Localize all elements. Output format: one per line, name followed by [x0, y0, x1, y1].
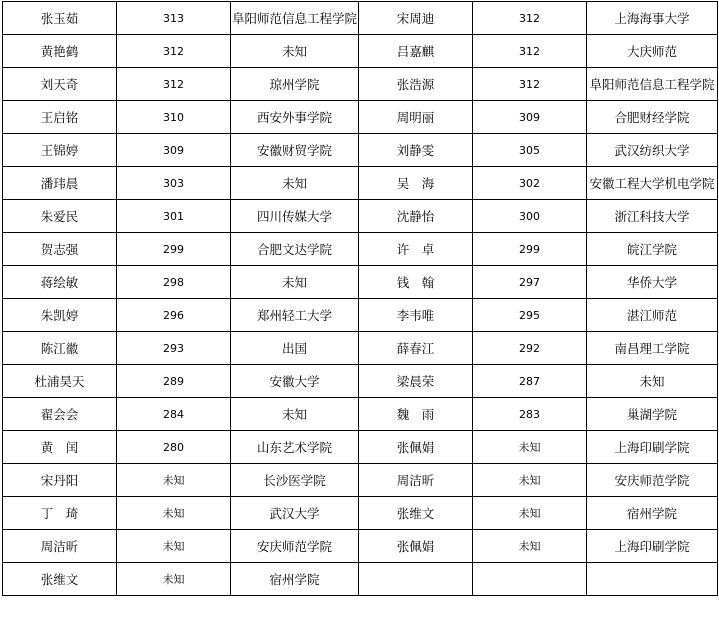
- student-score-cell: 305: [473, 134, 587, 167]
- student-name-cell: 张玉茹: [3, 2, 117, 35]
- student-score-cell: 301: [117, 200, 231, 233]
- student-school-cell: 宿州学院: [231, 563, 359, 596]
- student-school-cell: 武汉纺织大学: [587, 134, 718, 167]
- student-score-cell: 298: [117, 266, 231, 299]
- student-name-cell: 蒋绘敏: [3, 266, 117, 299]
- table-row: [3, 266, 718, 299]
- student-score-cell: 未知: [117, 530, 231, 563]
- student-score-cell: 未知: [473, 464, 587, 497]
- scores-table-body: [3, 2, 718, 596]
- student-name-cell: 张维文: [3, 563, 117, 596]
- student-name-cell: 梁晨荣: [359, 365, 473, 398]
- student-name-cell: 王启铭: [3, 101, 117, 134]
- table-row: [3, 2, 718, 35]
- student-score-cell: 287: [473, 365, 587, 398]
- table-row: [3, 497, 718, 530]
- student-name-cell: 朱凯婷: [3, 299, 117, 332]
- student-school-cell: 武汉大学: [231, 497, 359, 530]
- student-score-cell: 296: [117, 299, 231, 332]
- student-school-cell: 宿州学院: [587, 497, 718, 530]
- student-score-cell: 312: [473, 35, 587, 68]
- student-score-cell: 303: [117, 167, 231, 200]
- student-school-cell: 出国: [231, 332, 359, 365]
- student-name-cell: 宋丹阳: [3, 464, 117, 497]
- student-score-cell: 289: [117, 365, 231, 398]
- student-score-cell: 未知: [117, 497, 231, 530]
- student-name-cell: 黄艳鹤: [3, 35, 117, 68]
- student-score-cell: 299: [473, 233, 587, 266]
- student-school-cell: 安徽工程大学机电学院: [587, 167, 718, 200]
- student-school-cell: 安徽财贸学院: [231, 134, 359, 167]
- table-row: [3, 563, 718, 596]
- student-name-cell: 周洁昕: [3, 530, 117, 563]
- student-score-cell: 309: [117, 134, 231, 167]
- student-name-cell: 朱爱民: [3, 200, 117, 233]
- student-score-cell: 295: [473, 299, 587, 332]
- table-row: [3, 431, 718, 464]
- student-name-cell: 张维文: [359, 497, 473, 530]
- table-row: [3, 101, 718, 134]
- scores-table: [2, 1, 718, 596]
- student-score-cell: [473, 563, 587, 596]
- student-school-cell: [587, 563, 718, 596]
- student-name-cell: 许 卓: [359, 233, 473, 266]
- student-school-cell: 安庆师范学院: [231, 530, 359, 563]
- student-name-cell: 张浩源: [359, 68, 473, 101]
- student-name-cell: 吴 海: [359, 167, 473, 200]
- student-name-cell: [359, 563, 473, 596]
- student-school-cell: 西安外事学院: [231, 101, 359, 134]
- student-school-cell: 安徽大学: [231, 365, 359, 398]
- student-school-cell: 湛江师范: [587, 299, 718, 332]
- student-score-cell: 284: [117, 398, 231, 431]
- table-row: [3, 299, 718, 332]
- table-row: [3, 365, 718, 398]
- student-score-cell: 未知: [117, 464, 231, 497]
- student-name-cell: 吕嘉麒: [359, 35, 473, 68]
- table-row: [3, 332, 718, 365]
- student-score-cell: 297: [473, 266, 587, 299]
- student-name-cell: 周洁昕: [359, 464, 473, 497]
- student-score-cell: 312: [473, 2, 587, 35]
- table-row: [3, 35, 718, 68]
- student-school-cell: 巢湖学院: [587, 398, 718, 431]
- student-school-cell: 未知: [231, 167, 359, 200]
- student-name-cell: 刘天奇: [3, 68, 117, 101]
- student-school-cell: 大庆师范: [587, 35, 718, 68]
- student-name-cell: 张佩娟: [359, 431, 473, 464]
- student-school-cell: 山东艺术学院: [231, 431, 359, 464]
- student-score-cell: 300: [473, 200, 587, 233]
- student-name-cell: 王锦婷: [3, 134, 117, 167]
- table-row: [3, 530, 718, 563]
- student-school-cell: 未知: [231, 398, 359, 431]
- student-name-cell: 杜浦昊天: [3, 365, 117, 398]
- student-name-cell: 魏 雨: [359, 398, 473, 431]
- student-score-cell: 310: [117, 101, 231, 134]
- student-school-cell: 未知: [587, 365, 718, 398]
- student-score-cell: 283: [473, 398, 587, 431]
- student-score-cell: 302: [473, 167, 587, 200]
- student-school-cell: 四川传媒大学: [231, 200, 359, 233]
- student-score-cell: 293: [117, 332, 231, 365]
- student-score-cell: 未知: [473, 431, 587, 464]
- student-name-cell: 丁 琦: [3, 497, 117, 530]
- student-score-cell: 280: [117, 431, 231, 464]
- student-score-cell: 312: [117, 35, 231, 68]
- student-name-cell: 贺志强: [3, 233, 117, 266]
- student-name-cell: 张佩娟: [359, 530, 473, 563]
- table-row: [3, 398, 718, 431]
- student-score-cell: 309: [473, 101, 587, 134]
- student-school-cell: 上海印刷学院: [587, 530, 718, 563]
- student-school-cell: 华侨大学: [587, 266, 718, 299]
- student-score-cell: 299: [117, 233, 231, 266]
- student-score-cell: 292: [473, 332, 587, 365]
- student-school-cell: 阜阳师范信息工程学院: [587, 68, 718, 101]
- student-score-cell: 未知: [117, 563, 231, 596]
- table-row: [3, 233, 718, 266]
- student-school-cell: 长沙医学院: [231, 464, 359, 497]
- student-school-cell: 合肥财经学院: [587, 101, 718, 134]
- student-school-cell: 郑州轻工大学: [231, 299, 359, 332]
- student-school-cell: 琼州学院: [231, 68, 359, 101]
- student-school-cell: 安庆师范学院: [587, 464, 718, 497]
- student-name-cell: 周明丽: [359, 101, 473, 134]
- student-school-cell: 上海海事大学: [587, 2, 718, 35]
- student-name-cell: 陈江徽: [3, 332, 117, 365]
- table-row: [3, 167, 718, 200]
- table-row: [3, 68, 718, 101]
- student-name-cell: 李韦唯: [359, 299, 473, 332]
- student-school-cell: 合肥文达学院: [231, 233, 359, 266]
- student-name-cell: 钱 翰: [359, 266, 473, 299]
- student-school-cell: 阜阳师范信息工程学院: [231, 2, 359, 35]
- student-school-cell: 南昌理工学院: [587, 332, 718, 365]
- student-name-cell: 沈静怡: [359, 200, 473, 233]
- student-score-cell: 313: [117, 2, 231, 35]
- student-score-cell: 312: [117, 68, 231, 101]
- table-row: [3, 134, 718, 167]
- student-school-cell: 未知: [231, 266, 359, 299]
- student-name-cell: 翟会会: [3, 398, 117, 431]
- student-score-cell: 未知: [473, 530, 587, 563]
- table-row: [3, 464, 718, 497]
- student-school-cell: 未知: [231, 35, 359, 68]
- student-name-cell: 刘静雯: [359, 134, 473, 167]
- student-name-cell: 黄 闰: [3, 431, 117, 464]
- student-school-cell: 上海印刷学院: [587, 431, 718, 464]
- student-name-cell: 潘玮晨: [3, 167, 117, 200]
- student-score-cell: 312: [473, 68, 587, 101]
- student-school-cell: 浙江科技大学: [587, 200, 718, 233]
- student-score-cell: 未知: [473, 497, 587, 530]
- student-name-cell: 宋周迪: [359, 2, 473, 35]
- table-row: [3, 200, 718, 233]
- student-school-cell: 皖江学院: [587, 233, 718, 266]
- student-name-cell: 薛春江: [359, 332, 473, 365]
